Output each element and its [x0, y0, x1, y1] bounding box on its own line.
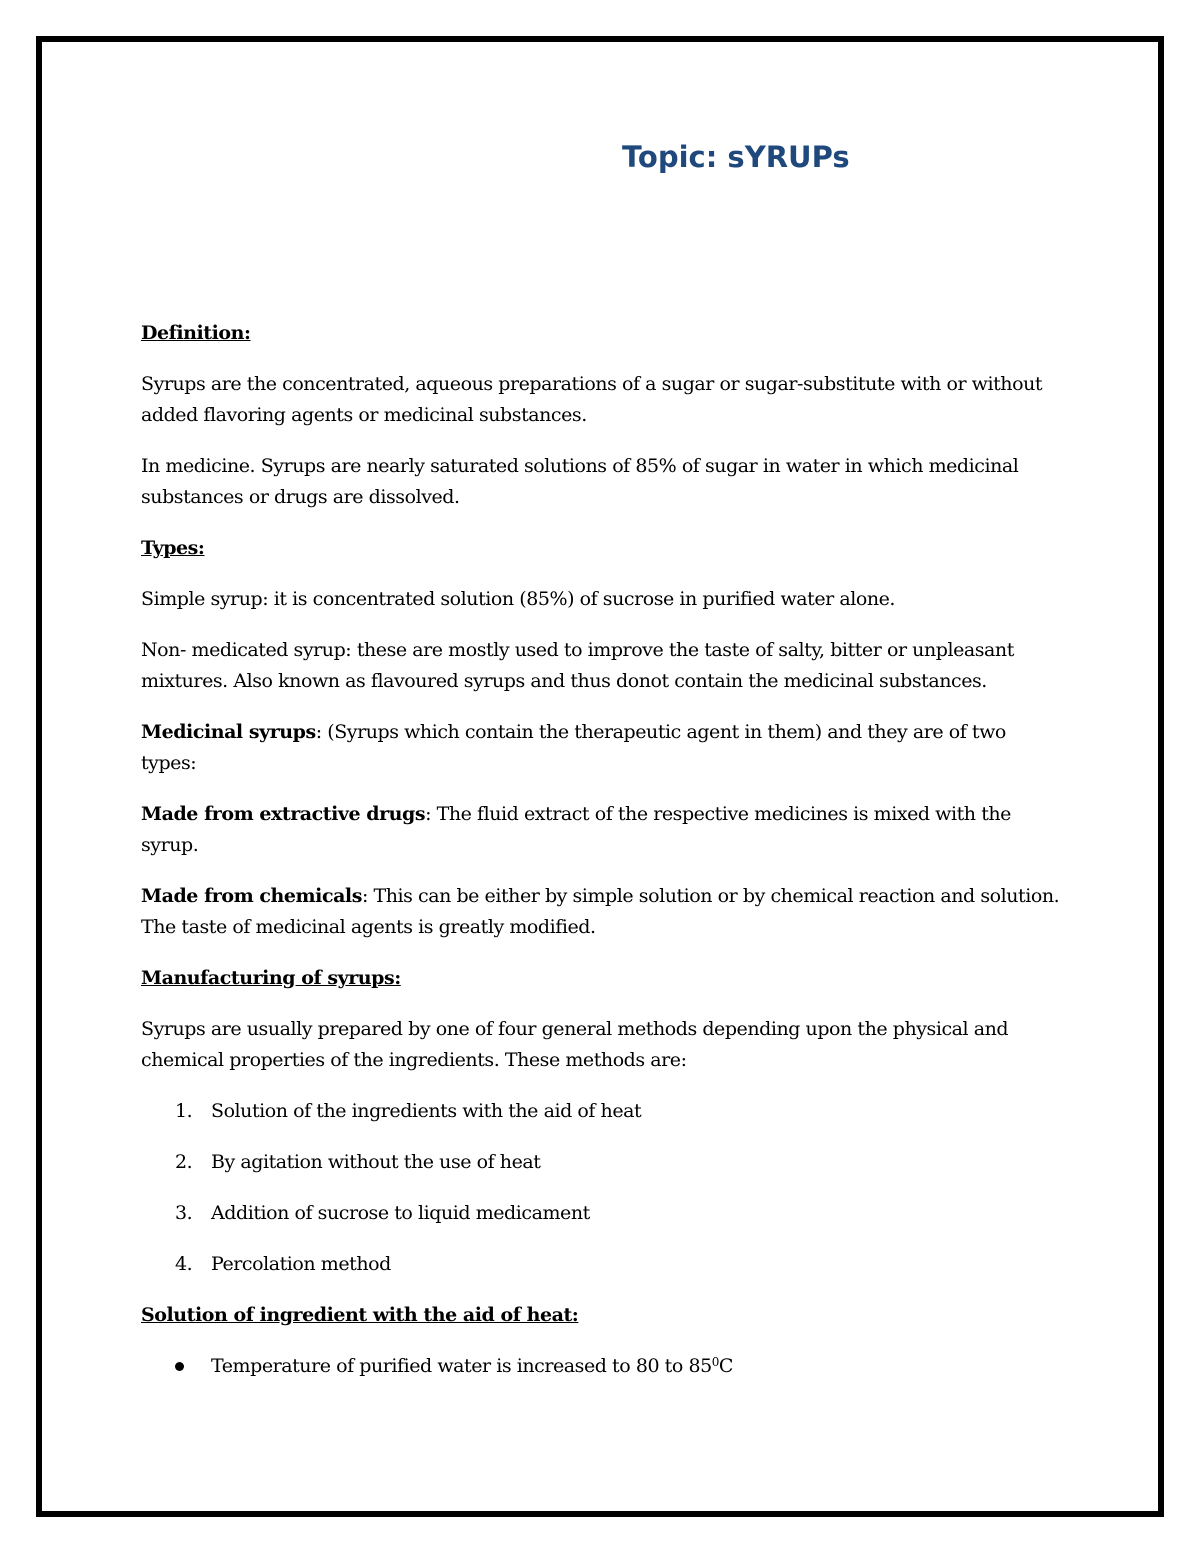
non-medicated-syrup-paragraph: Non- medicated syrup: these are mostly used to improve the taste of salty, bitter or unpleasant mixtures. Also known as flavoured syrups and thus donot contain the medicinal substances.	[141, 639, 1014, 692]
list-item-number: 3.	[175, 1202, 193, 1224]
medicinal-syrups-paragraph	[141, 717, 1061, 779]
medicinal-syrups-text: : (Syrups which contain the therapeutic agent in them) and they are of two types:	[141, 721, 1006, 774]
chemicals-label: Made from chemicals	[141, 885, 362, 907]
list-item-text: By agitation without the use of heat	[211, 1151, 541, 1173]
list-item	[141, 1096, 1061, 1127]
simple-syrup-paragraph: Simple syrup: it is concentrated solution (85%) of sucrose in purified water alone.	[141, 588, 896, 610]
manufacturing-heading: Manufacturing of syrups:	[141, 967, 401, 989]
solution-heat-heading: Solution of ingredient with the aid of heat:	[141, 1304, 579, 1326]
solution-heat-bullets	[141, 1351, 1061, 1382]
definition-paragraph-2: In medicine. Syrups are nearly saturated solutions of 85% of sugar in water in which medicinal substances or drugs are dissolved.	[141, 455, 1019, 508]
document-title: Topic: sYRUPs	[622, 140, 850, 174]
list-item-text: Solution of the ingredients with the aid of heat	[211, 1100, 642, 1122]
list-item	[141, 1249, 1061, 1280]
bullet-icon	[175, 1362, 184, 1371]
list-item-text: Percolation method	[211, 1253, 391, 1275]
extractive-drugs-paragraph	[141, 799, 1061, 861]
chemicals-text: : This can be either by simple solution or by chemical reaction and solution. The taste of medicinal agents is greatly modified.	[141, 885, 1060, 938]
methods-list	[141, 1096, 1061, 1280]
list-item-number: 2.	[175, 1151, 193, 1173]
bullet-item	[141, 1351, 1061, 1382]
list-item-number: 1.	[175, 1100, 193, 1122]
definition-heading: Definition:	[141, 322, 251, 344]
manufacturing-intro: Syrups are usually prepared by one of four general methods depending upon the physical and chemical properties of the ingredients. These methods are:	[141, 1018, 1009, 1071]
medicinal-syrups-label: Medicinal syrups	[141, 721, 316, 743]
extractive-drugs-text: : The fluid extract of the respective medicines is mixed with the syrup.	[141, 803, 1011, 856]
list-item-number: 4.	[175, 1253, 193, 1275]
definition-paragraph-1: Syrups are the concentrated, aqueous preparations of a sugar or sugar-substitute with or without added flavoring agents or medicinal substances.	[141, 373, 1043, 426]
list-item	[141, 1198, 1061, 1229]
extractive-drugs-label: Made from extractive drugs	[141, 803, 426, 825]
bullet-text: Temperature of purified water is increased to 80 to 85	[211, 1355, 712, 1377]
chemicals-paragraph	[141, 881, 1061, 943]
bullet-suffix: C	[718, 1355, 734, 1377]
list-item-text: Addition of sucrose to liquid medicament	[211, 1202, 590, 1224]
list-item	[141, 1147, 1061, 1178]
bullet-superscript: 0	[711, 1355, 719, 1369]
types-heading: Types:	[141, 537, 205, 559]
document-body	[141, 318, 1061, 1382]
